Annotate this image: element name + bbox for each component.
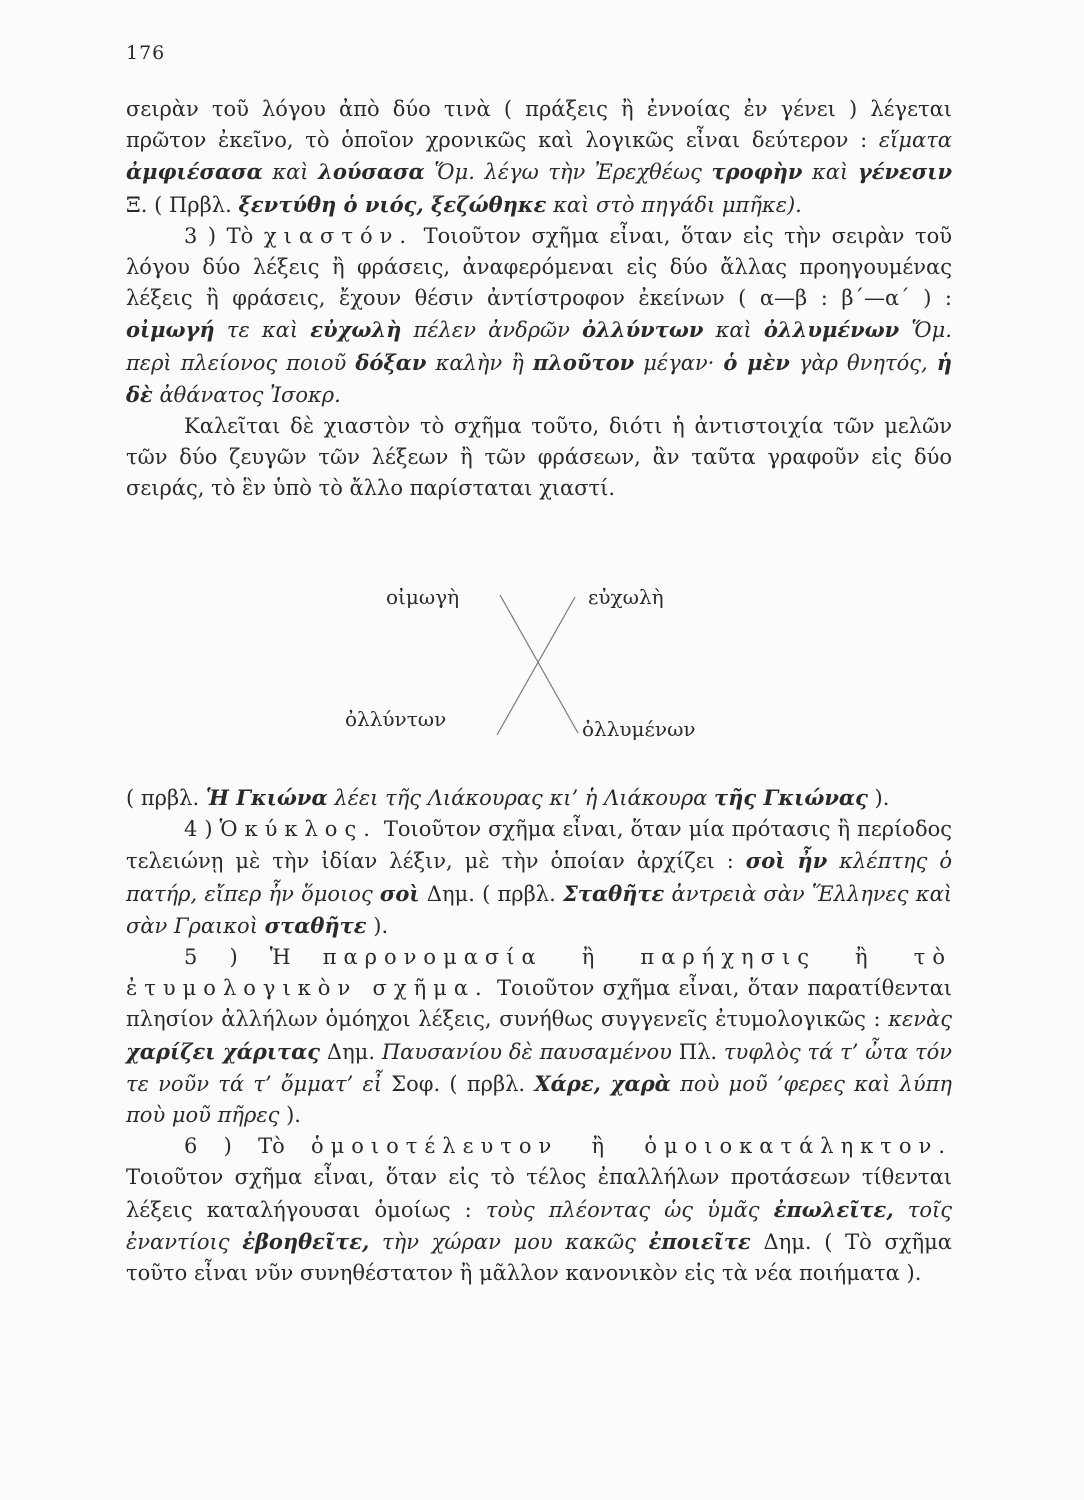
text-run: κενὰς: [888, 1007, 952, 1032]
text-run: τοὺς πλέοντας ὡς ὑμᾶς: [485, 1197, 760, 1222]
text-run: Δημ. ( Τὸ σχῆμα τοῦτο εἶναι νῦν συνηθέστατον ἢ μᾶλλον κανονικὸν εἰς τὰ νέα ποιήματα ).: [126, 1229, 952, 1286]
page-number: 176: [126, 42, 166, 64]
text-run: κλέπτης ὁ πατήρ, εἴπερ ἦν ὅμοιος: [126, 849, 952, 906]
emphasis: ἐποιεῖτε: [648, 1228, 751, 1254]
text-block-lower: [126, 782, 952, 1289]
text-run: καὶ στὸ πηγάδι μπῆκε).: [546, 192, 802, 217]
text-run: Ὅμ. λέγω τὴν Ἐρεχθέως: [424, 160, 712, 185]
text-run: ( πρβλ.: [126, 786, 206, 810]
paragraph-chiasmus: [126, 221, 952, 411]
diagram-top-left: οἰμωγὴ: [386, 585, 460, 609]
emphasis: χαρίζει χάριτας: [126, 1038, 321, 1064]
text-run: Τοιοῦτον σχῆμα εἶναι, ὅταν μία πρότασις ἢ περίοδος τελειώνῃ μὲ τὴν ἰδίαν λέξιν, μὲ τὴν ὁποίαν ἀρχίζει :: [126, 817, 952, 874]
emphasis: ἐπωλεῖτε,: [773, 1196, 894, 1222]
emphasis: Χάρε, χαρὰ: [534, 1070, 671, 1096]
diagram-top-right: εὐχωλὴ: [588, 585, 664, 609]
paragraph-chiasmus-explanation: Καλεῖται δὲ χιαστὸν τὸ σχῆμα τοῦτο, διότι ἡ ἀντιστοιχία τῶν μελῶν τῶν δύο ζευγῶν τῶν λέξεων ἢ τῶν φράσεων, ἂν ταῦτα γραφοῦν εἰς δύο σειράς, τὸ ἓν ὑπὸ τὸ ἄλλο παρίσταται χιαστί.: [126, 414, 952, 501]
text-run: ἀντρειὰ σὰν Ἕλληνες καὶ σὰν Γραικοὶ: [126, 881, 952, 938]
section-term: παρονομασία ἢ παρήχησις ἢ τὸ ἐτυμολογικὸν σχῆμα.: [126, 945, 952, 1001]
text-run: τὴν χώραν μου κακῶς: [382, 1229, 636, 1254]
paragraph-hysteron-proteron-end: [126, 94, 952, 221]
emphasis: εὐχωλὴ: [310, 317, 402, 343]
emphasis: δόξαν: [355, 349, 427, 375]
emphasis: ὀλλύντων: [582, 317, 704, 343]
paragraph-cycle: [126, 814, 952, 942]
text-run: καὶ: [703, 318, 764, 343]
text-run: 3 ) Τὸ: [184, 223, 264, 248]
paragraph-homoeoteleuton: [126, 1131, 952, 1289]
text-run: [671, 1072, 680, 1096]
text-run: καὶ: [802, 160, 858, 185]
emphasis: ἦν: [797, 848, 828, 874]
diagonal-line-down: [500, 595, 578, 733]
emphasis: ὁ μὲν: [723, 349, 790, 375]
emphasis: σοὶ: [379, 880, 420, 906]
chiasmus-diagram: [345, 585, 740, 745]
text-run: εἵματα: [878, 128, 952, 153]
paragraph-chiasmus-example: [126, 782, 952, 814]
emphasis: οἰμωγή: [126, 317, 215, 343]
text-run: [229, 1230, 242, 1254]
emphasis: Ἡ Γκιώνα: [205, 785, 328, 810]
text-run: μέγαν·: [634, 350, 724, 375]
diagram-bottom-right: ὀλλυμένων: [582, 717, 696, 741]
emphasis: ὀλλυμένων: [763, 317, 900, 343]
text-run: Τοιοῦτον σχῆμα εἶναι, ὅταν εἰς τὴν σειρὰν τοῦ λόγου δύο λέξεις ἢ φράσεις, ἀναφερόμεναι εἰς δύο ἄλλας προηγουμένας λέξεις ἢ φράσεις, ἔχουν θέσιν ἀντίστροφον ἐκείνων ( α—β : β΄—α΄ ) :: [126, 223, 953, 311]
text-run: Παυσανίου δὲ παυσαμένου: [381, 1039, 672, 1064]
emphasis: σοὶ: [745, 848, 786, 874]
text-run: [760, 1198, 774, 1222]
text-run: ποὺ μοῦ ’φερες καὶ λύπη ποὺ μοῦ πῆρες: [126, 1071, 952, 1128]
emphasis: Σταθῆτε: [563, 880, 665, 906]
text-run: Ὅμ. περὶ πλείονος ποιοῦ: [126, 318, 952, 375]
emphasis: τῆς Γκιώνας: [714, 785, 868, 810]
text-run: λέει τῆς Λιάκουρας κι’ ἡ Λιάκουρα: [327, 786, 715, 810]
text-run: 6 ) Τὸ: [184, 1134, 311, 1159]
cross-lines: [360, 585, 740, 745]
diagonal-line-up: [497, 597, 575, 735]
emphasis: ξεντύθη ὁ νιός, ξεζώθηκε: [238, 191, 547, 217]
text-run: Σοφ. ( πρβλ.: [382, 1071, 535, 1096]
text-run: ).: [279, 1103, 301, 1128]
text-run: σειρὰν τοῦ λόγου ἀπὸ δύο τινὰ ( πράξεις ἢ ἐννοίας ἐν γένει ) λέγεται πρῶτον ἐκεῖνο, τὸ ὁποῖον χρονικῶς καὶ λογικῶς εἶναι δεύτερον :: [126, 97, 952, 153]
text-run: [894, 1198, 908, 1222]
emphasis: ἐβοηθεῖτε,: [242, 1228, 370, 1254]
emphasis: σταθῆτε: [264, 912, 367, 938]
text-run: πέλεν ἀνδρῶν: [401, 318, 583, 343]
text-run: 4 ) Ὁ: [184, 817, 245, 842]
text-run: Ξ. ( Πρβλ.: [126, 192, 239, 217]
text-run: τοῖς ἐναντίοις: [126, 1197, 953, 1254]
text-run: [369, 1230, 382, 1254]
emphasis: λούσασα: [318, 159, 425, 185]
text-run: Δημ. ( πρβλ.: [419, 881, 563, 906]
text-run: 5 ) Ἡ: [184, 945, 323, 970]
text-run: καὶ: [262, 160, 319, 185]
emphasis: ἡ δὲ: [126, 349, 952, 407]
text-run: Πλ.: [671, 1039, 724, 1064]
text-run: [636, 1230, 649, 1254]
section-term: ὁμοιοτέλευτον ἢ ὁμοιοκατάληκτον.: [310, 1134, 953, 1159]
diagram-bottom-left: ὀλλύντων: [345, 707, 447, 731]
text-run: τυφλὸς τά τ’ ὦτα τόν τε νοῦν τά τ’ ὄμματ’ εἶ: [126, 1039, 953, 1096]
text-run: ἀθάνατος Ἰσοκρ.: [152, 382, 341, 407]
text-run: Δημ.: [320, 1039, 382, 1064]
text-run: ).: [366, 913, 389, 938]
emphasis: ἀμφιέσασα: [126, 159, 263, 185]
text-run: Τοιοῦτον σχῆμα εἶναι, ὅταν παρατίθενται πλησίον ἀλλήλων ὁμόηχοι λέξεις, συνήθως συγγενεῖς ἐτυμολογικῶς :: [126, 976, 952, 1032]
text-run: ).: [867, 786, 890, 810]
text-run: καλὴν ἢ: [426, 350, 533, 375]
emphasis: γένεσιν: [857, 159, 953, 185]
text-run: τε καὶ: [214, 318, 311, 343]
emphasis: τροφὴν: [711, 159, 803, 185]
text-run: γὰρ θνητός,: [789, 350, 937, 375]
text-run: Τοιοῦτον σχῆμα εἶναι, ὅταν εἰς τὸ τέλος ἐπαλλήλων προτάσεων τίθενται λέξεις καταλήγουσαι ὁμοίως :: [126, 1165, 952, 1222]
paragraph-paronomasia: [126, 942, 952, 1131]
emphasis: πλοῦτον: [532, 349, 635, 375]
section-term: κύκλος.: [244, 817, 377, 842]
text-block-upper: [126, 94, 952, 505]
text-run: [785, 849, 797, 873]
section-term: χιαστόν.: [263, 223, 414, 248]
